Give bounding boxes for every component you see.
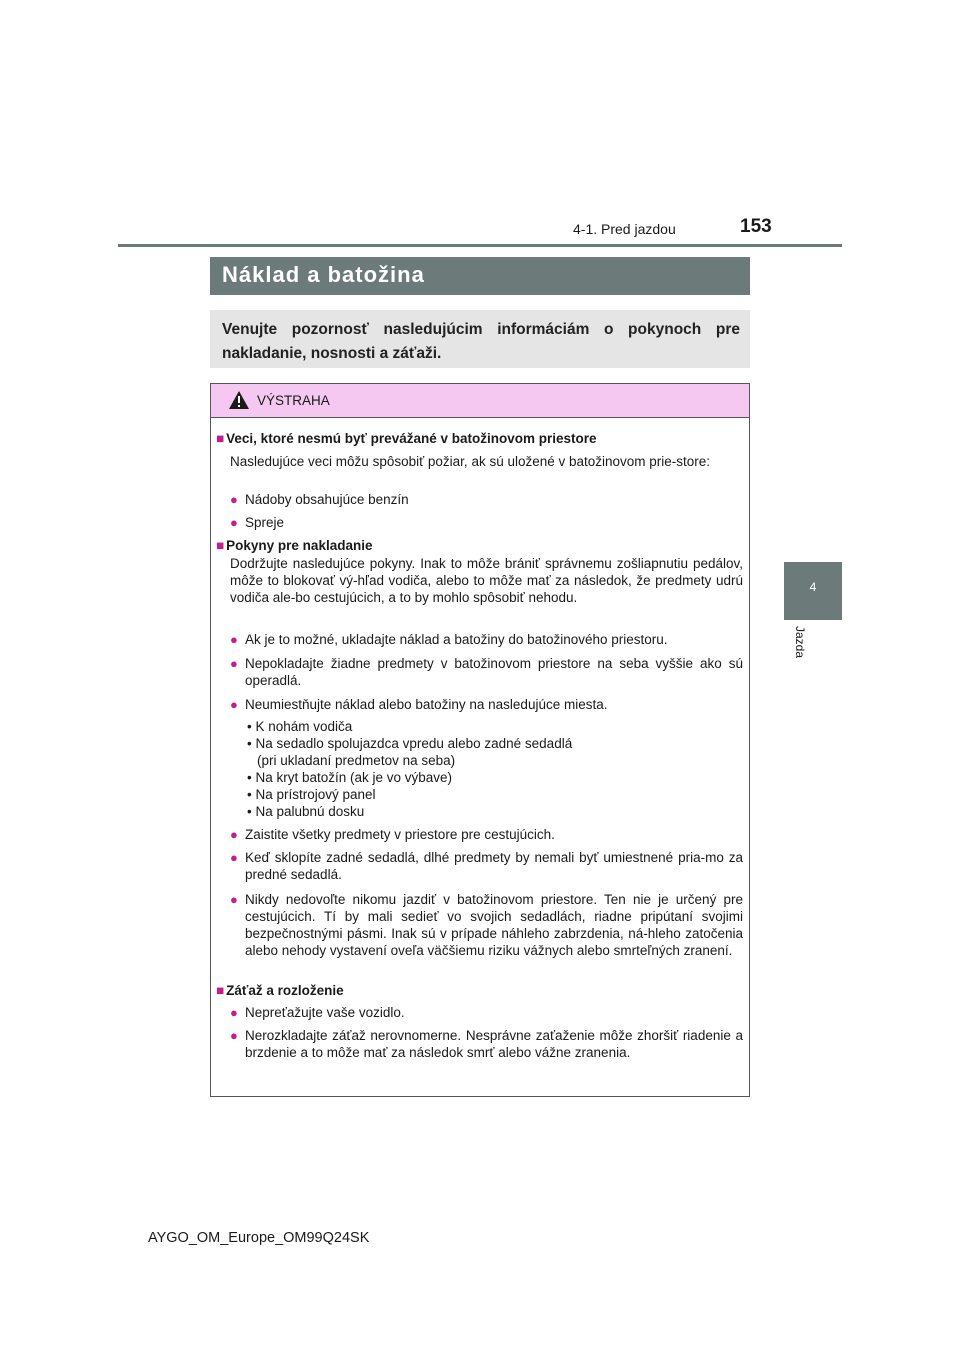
list-item: ● Keď sklopíte zadné sedadlá, dlhé predmety by nemali byť umiestnené pria-mo za predné sedadlá. [230,850,743,882]
round-bullet-icon: ● [230,515,238,530]
section-heading: ■ Záťaž a rozloženie [216,983,344,998]
list-item: ● Ak je to možné, ukladajte náklad a batožiny do batožinového priestoru. [230,632,668,647]
warning-header [211,384,749,418]
round-bullet-icon: ● [230,1005,238,1020]
square-bullet-icon: ■ [216,431,225,446]
section-heading: ■ Veci, ktoré nesmú byť prevážané v batožinovom priestore [216,431,597,446]
sub-item: • Na palubnú dosku [247,804,365,819]
round-bullet-icon: ● [230,827,238,842]
section-label: 4-1. Pred jazdou [573,221,676,237]
round-bullet-icon: ● [230,632,238,647]
chapter-label: Jazda [793,626,807,659]
list-item: ● Nepreťažujte vaše vozidlo. [230,1005,405,1020]
section-heading: ■ Pokyny pre nakladanie [216,538,373,553]
list-item: ● Neumiestňujte náklad alebo batožiny na nasledujúce miesta. [230,697,608,712]
list-item: ● Nerozkladajte záťaž nerovnomerne. Nesprávne zaťaženie môže zhoršiť riadenie a brzdenie a to môže mať za následok smrť alebo vážne zranenia. [230,1028,743,1060]
footer-code: AYGO_OM_Europe_OM99Q24SK [148,1230,370,1246]
page-number: 153 [740,216,772,237]
sub-item: • Na sedadlo spolujazdca vpredu alebo zadné sedadlá [247,736,573,751]
sub-item: • Na kryt batožín (ak je vo výbave) [247,770,453,785]
list-item: ● Nikdy nedovoľte nikomu jazdiť v batožinovom priestore. Ten nie je určený pre cestujúcich. Tí by mali sedieť vo svojich sedadlách, riadne pripútaní svojimi bezpečnostnými pásmi. Inak sú v prípade náhleho zabrzdenia, ná-hleho zatočenia alebo nehody vystavení oveľa väčšiemu riziku vážnych alebo smrteľných zranení. [230,892,743,958]
sub-item: (pri ukladaní predmetov na seba) [257,753,456,768]
paragraph: Nasledujúce veci môžu spôsobiť požiar, ak sú uložené v batožinovom prie-store: [230,454,711,469]
warning-box [210,383,750,1097]
square-bullet-icon: ■ [216,983,225,998]
round-bullet-icon: ● [230,850,238,865]
list-item: ● Nepokladajte žiadne predmety v batožinovom priestore na seba vyššie ako sú operadlá. [230,656,743,688]
list-item: ● Zaistite všetky predmety v priestore pre cestujúcich. [230,827,555,842]
chapter-tab [784,562,842,620]
square-bullet-icon: ■ [216,538,225,553]
round-bullet-icon: ● [230,492,238,507]
round-bullet-icon: ● [230,656,238,671]
round-bullet-icon: ● [230,1028,238,1043]
round-bullet-icon: ● [230,892,238,907]
list-item: ● Nádoby obsahujúce benzín [230,492,409,507]
warning-title: VÝSTRAHA [257,393,330,408]
list-item: ● Spreje [230,515,285,530]
chapter-number: 4 [809,580,817,594]
header-rule [118,244,842,247]
page-title: Náklad a batožina [210,257,750,295]
sub-item: • Na prístrojový panel [247,787,376,802]
paragraph: Dodržujte nasledujúce pokyny. Inak to môže brániť správnemu zošliapnutiu pedálov, môže to blokovať vý-hľad vodiča, alebo to môže mať za následok, že predmety udrú vodiča ale-bo cestujúcich, a to by mohlo spôsobiť nehodu. [230,556,743,605]
warning-triangle-icon [228,390,250,410]
round-bullet-icon: ● [230,697,238,712]
sub-item: • K nohám vodiča [247,719,353,734]
intro-box: Venujte pozornosť nasledujúcim informáciám o pokynoch pre nakladanie, nosnosti a záťaži. [210,310,750,368]
